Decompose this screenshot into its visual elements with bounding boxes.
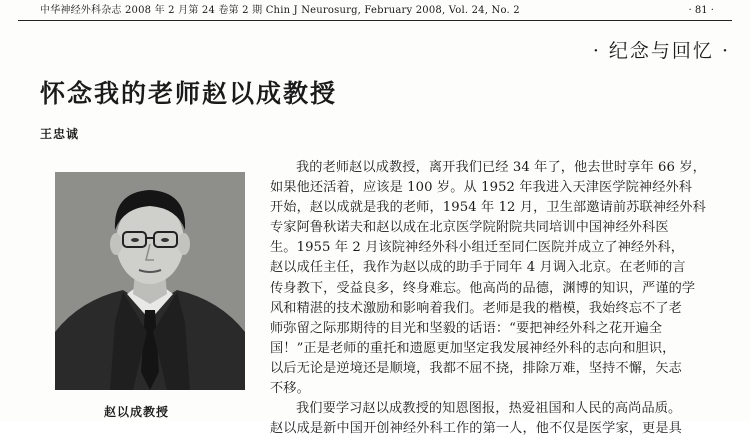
body-line: 如果他还活着，应该是 100 岁。从 1952 年我进入天津医学院神经外科 — [270, 180, 693, 196]
body-line: 赵以成是新中国开创神经外科工作的第一人，他不仅是医学家，更是具 — [270, 421, 682, 437]
journal-citation: 中华神经外科杂志 2008 年 2 月第 24 卷第 2 期 Chin J Neurosurg, February 2008, Vol. 24, No. 2 — [40, 5, 520, 16]
body-line: 生。1955 年 2 月该院神经外科小组迁至同仁医院并成立了神经外科， — [270, 240, 685, 256]
portrait-photo — [55, 172, 245, 390]
body-line: 国！”正是老师的重托和遗愿更加坚定我发展神经外科的志向和胆识， — [270, 340, 676, 356]
body-line: 以后无论是逆境还是顺境，我都不屈不挠，排除万难，坚持不懈，矢志 — [270, 360, 682, 376]
body-line: 师弥留之际那期待的目光和坚毅的话语：“要把神经外科之花开遍全 — [270, 320, 663, 336]
body-line: 开始，赵以成就是我的老师，1954 年 12 月，卫生部邀请前苏联神经外科 — [270, 200, 706, 216]
column-label: · 纪念与回忆 · — [592, 40, 730, 62]
body-line: 不移。 — [270, 381, 310, 397]
article-title: 怀念我的老师赵以成教授 — [40, 79, 338, 108]
body-line: 传身教下，受益良多，终身难忘。他高尚的品德，渊博的知识，严谨的学 — [270, 280, 696, 296]
photo-caption: 赵以成教授 — [104, 405, 170, 419]
running-header — [18, 3, 732, 21]
body-line: 专家阿鲁秋诺夫和赵以成在北京医学院附院共同培训中国神经外科医 — [270, 220, 669, 236]
body-line: 风和精湛的技术激励和影响着我们。老师是我的楷模，我始终忘不了老 — [270, 300, 682, 316]
body-line: 我们要学习赵以成教授的知恩图报，热爱祖国和人民的高尚品质。 — [296, 401, 682, 417]
body-line: 赵以成任主任，我作为赵以成的助手于同年 4 月调入北京。在老师的言 — [270, 260, 686, 276]
body-line: 我的老师赵以成教授，离开我们已经 34 年了，他去世时享年 66 岁， — [296, 160, 706, 175]
article-body — [270, 158, 730, 439]
page-number: · 81 · — [688, 5, 714, 16]
author-name: 王忠诚 — [40, 127, 80, 141]
